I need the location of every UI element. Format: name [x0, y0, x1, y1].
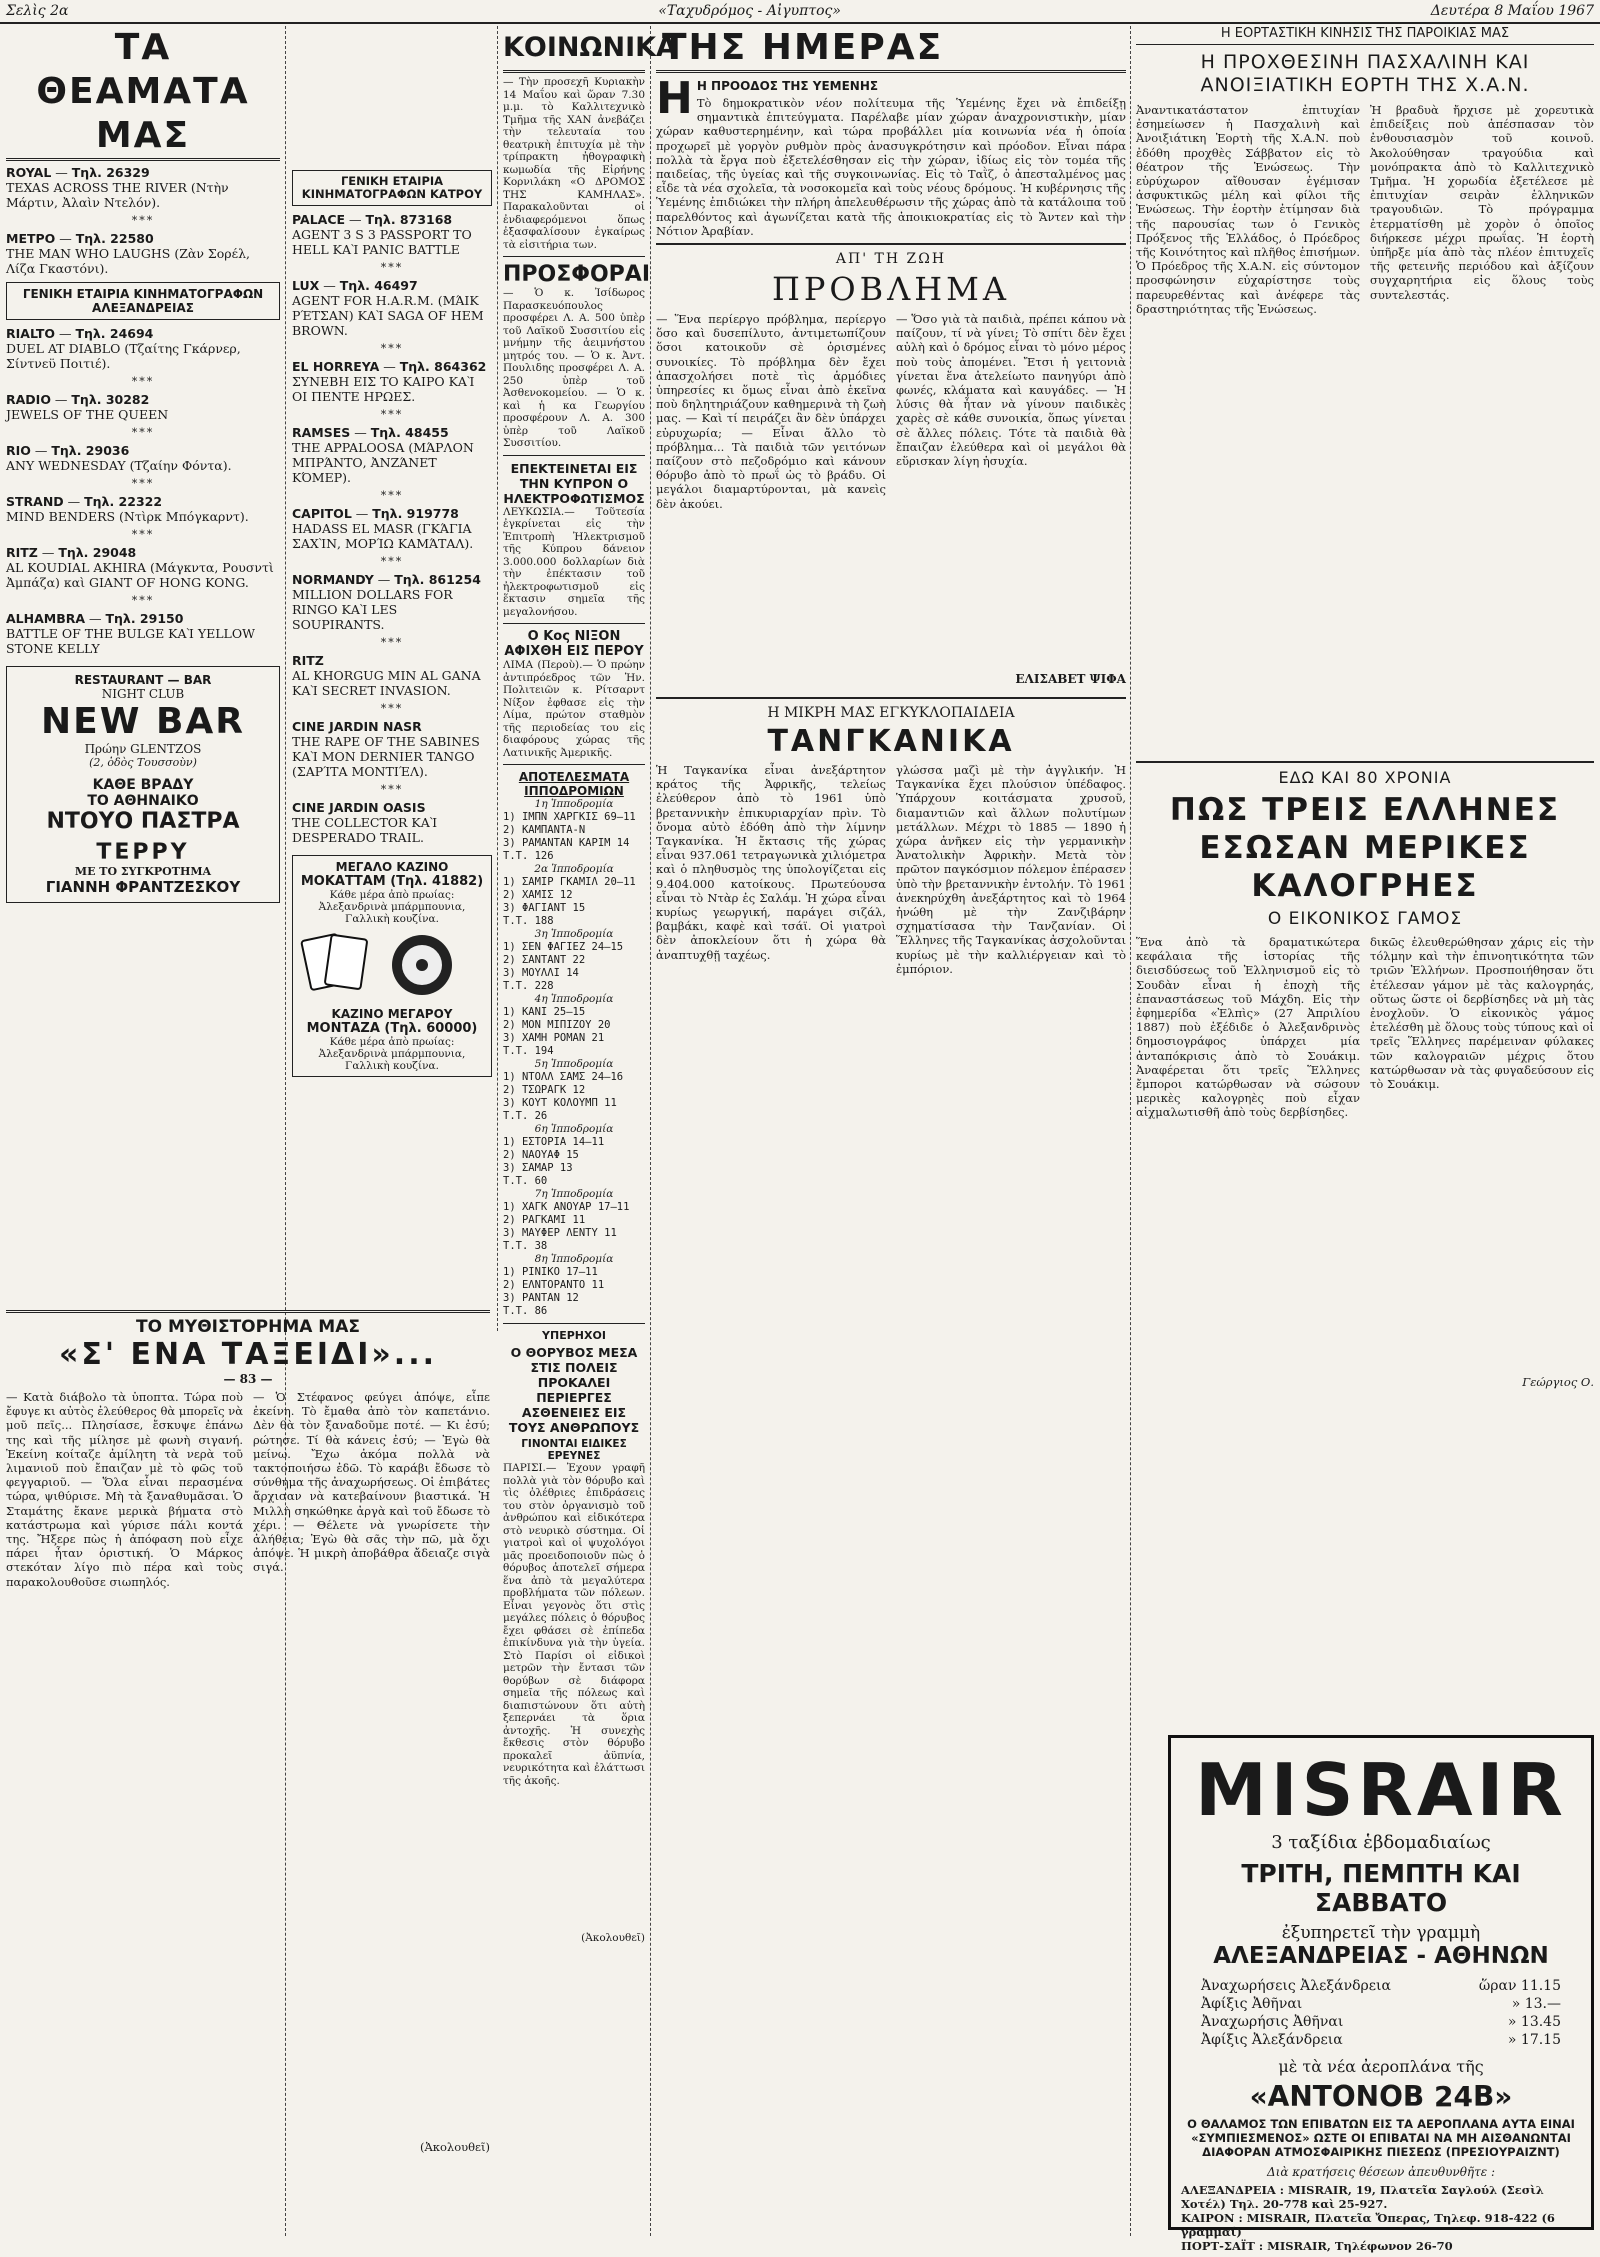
cyprus-text: ΛΕΥΚΩΣΙΑ.— Τοῦτεσία ἐγκρίνεται εἰς τὴν Ἐπιτροπὴ Ἠλεκτρισμοῦ τῆς Κύπρου δάνειον 3.000.000 δολλαρίων διὰ τὴν ἐπέκτασιν τοῦ ἠλεκτροφωτισμοῦ εἰς ἕκτασιν σημεῖα τῆς μεγαλονήσου. [503, 505, 645, 618]
peru-text: ΛΙΜΑ (Περοὺ).— Ὁ πρώην ἀντιπρόεδρος τῶν Ἡν. Πολιτειῶν κ. Ρίτσαρντ Νίξον ἐφθασε εἰς τὴν Λίμα, πρώτον σταθμὸν τῆς περιοδείας του εἰς διαφόρους χώρας τῆς Λατινικῆς Ἀμερικῆς. [503, 659, 645, 759]
ad-serves: ἐξυπηρετεῖ τὴν γραμμὴ [1281, 1923, 1481, 1943]
easter-headline: Η ΠΡΟΧΘΕΣΙΝΗ ΠΑΣΧΑΛΙΝΗ ΚΑΙ ΑΝΟΙΞΙΑΤΙΚΗ ΕΟΡΤΗ ΤΗΣ Χ.Α.Ν. [1200, 51, 1530, 96]
race-heat: 1η Ἱπποδρομία 1) ΙΜΠΝ ΧΑΡΓΚΙΣ 69—11 2) ΚΑΜΠΑΝΤΑ-Ν 3) ΡΑΜΑΝΤΑΝ ΚΑΡΙΜ 14 Τ.Τ. 126 [503, 798, 636, 862]
new-bar-logo: NEW BAR [41, 701, 245, 742]
ad-intro: 3 ταξίδια ἑβδομαδιαίως [1271, 1832, 1491, 1853]
offers-text: — Ὁ κ. Ἰσίδωρος Παρασκευόπουλος προσφέρει Λ. Α. 500 ὑπὲρ τοῦ Λαϊκοῦ Συσσιτίου εἰς μνήμην τῆς ἀειμνήστου μητρός του. — Ὁ κ. Ἀντ. Πουλιδης προσφέρει Λ. Α. 250 ὑπὲρ τοῦ Ἀσθενοκομείου. — Ὁ κ. καὶ ἡ κα Γεωργίου προσφέρουν Λ. Α. 300 ὑπὲρ τοῦ Λαϊκοῦ Συσσιτίου. [503, 287, 645, 449]
cinema-entry: CAPITOL — Τηλ. 919778 HADASS EL MASR (ΓΚΆΓΙΑ ΣΑΧῚΝ, ΜΟΡΊΩ ΚΑΜΆΤΑΛ). [292, 506, 474, 551]
race-heat: 7η Ἱπποδρομία 1) ΧΑΓΚ ΑΝΟΥΑΡ 17—11 2) ΡΑΓΚΑΜΙ 11 3) ΜΑΥΦΕΡ ΛΕΝΤΥ 11 Τ.Τ. 38 [503, 1188, 630, 1252]
author-signature: Γεώργιος Ο. [1522, 1375, 1594, 1389]
community-header: Η ΕΟΡΤΑΣΤΙΚΗ ΚΙΝΗΣΙΣ ΤΗΣ ΠΑΡΟΙΚΙΑΣ ΜΑΣ [1136, 26, 1594, 45]
section-title: ΤΑ ΘΕΑΜΑΤΑ ΜΑΣ [6, 26, 280, 161]
race-heat: 4η Ἱπποδρομία 1) ΚΑΝΙ 25—15 2) ΜΟΝ ΜΙΠΙΖΟΥ 20 3) ΧΑΜΗ ΡΟΜΑΝ 21 Τ.Τ. 194 [503, 993, 614, 1057]
flight-schedule [1201, 1977, 1561, 2049]
news-column-four [656, 26, 1126, 1543]
past-text-right: δικῶς ἐλευθερώθησαν χάρις εἰς τὴν τόλμην καὶ τὴν ἐπινοητικότητα τῶν τριῶν Ἑλλήνων. Προσποιήθησαν ὅτι ἐτέλεσαν γάμον μὲ τὰς καλογρηάς, οὕτως ὥστε οἱ δερβίσηδες νὰ μὴ τὰς ἐνοχλοῦν. Ὁ εἰκονικὸς γάμος ἐτελέσθη μὲ ὅλους τοὺς τύπους καὶ οἱ τρεῖς Ἕλληνες παρέμειναν φύλακες τῶν καλογραιῶν μέχρις ὅτου κατώρθωσαν νὰ τὰς φυγαδεύσουν εἰς τὸ Σουάκιμ. [1370, 935, 1594, 1092]
episode-number: — 83 — [223, 1372, 273, 1386]
tanganyika-text-right: γλώσσα μαζὶ μὲ τὴν ἀγγλικήν. Ἡ Ταγκανίκα ἔχει πλούσιον ὑπέδαφος. Ὑπάρχουν κοιτάσματα χρυσοῦ, διαμαντιῶν καὶ ἄλλων πολυτίμων μετάλλων. Μέχρι τὸ 1885 — 1890 ἡ χώρα ἀνῆκεν εἰς τὴν γερμανικὴν Ἀνατολικὴν Ἀφρικὴν. Μετὰ τὸν πρῶτον παγκόσμιον πόλεμον ἐπέρασεν ὑπὸ τὴν βρεταννικὴν ἐντολήν. Τὸ 1961 ἀνεκηρύχθη ἀνεξάρτητος καὶ τὸ 1964 ἡνώθη μὲ τὴν Ζανζιβάρην σχηματίσασα τὴν Τανζανίαν. Οἱ Ἕλληνες τῆς Ταγκανίκας ἀσχολοῦνται κυρίως μὲ τὴν καλλιέργειαν καὶ τὸ ἐμπόριον. [896, 763, 1126, 976]
ad-cabin-note: Ο ΘΑΛΑΜΟΣ ΤΩΝ ΕΠΙΒΑΤΩΝ ΕΙΣ ΤΑ ΑΕΡΟΠΛΑΝΑ ΑΥΤΑ ΕΙΝΑΙ «ΣΥΜΠΙΕΣΜΕΝΟΣ» ΩΣΤΕ ΟΙ ΕΠΙΒΑΤΑΙ ΝΑ ΜΗ ΑΙΣΘΑΝΩΝΤΑΙ ΔΙΑΦΟΡΑΝ ΑΤΜΟΣΦΑΙΡΙΚΗΣ ΠΙΕΣΕΩΣ (ΠΡΕΣΙΟΥΡΑΙΖΝΤ) [1187, 2117, 1575, 2159]
cinema-entry: RAMSES — Τηλ. 48455 THE APPALOOSA (ΜΆΡΛΟΝ ΜΠΡΆΝΤΟ, ἈΝΖΆΝΕΤ ΚΌΜΕΡ). [292, 425, 474, 485]
easter-text-right: Ἠ βραδυὰ ἤρχισε μὲ χορευτικὰ ἐπιδείξεις ποὺ ἀπέσπασαν τὸν ἐνθουσιασμὸν τοῦ κοινοῦ. Ἀκολούθησαν τραγούδια καὶ μονόπρακτα ἀπὸ τὸ Καλλιτεχνικὸ Τμῆμα. Ἡ χορωδία ἐξετέλεσε μὲ ἐπιτυχίαν σειρὰν ἑλληνικῶν τραγουδιῶν. Τὸ πρόγραμμα ἐτερματίσθη μὲ χορὸν ὁ ὁποῖος διήρκεσε μέχρι πρωΐας. Ἡ ἑορτὴ ὑπῆρξε μία ἀπὸ τὰς πλέον ἐπιτυχεῖς τῆς φετεινῆς περιόδου καὶ ἀξίζουν συγχαρητήρια εἰς ὅλους τοὺς συντελεστάς. [1370, 103, 1594, 302]
encyclopedia-label: Η ΜΙΚΡΗ ΜΑΣ ΕΓΚΥΚΛΟΠΑΙΔΕΙΑ [767, 705, 1015, 722]
ad-plane-model: «ΑΝΤΟΝΟΒ 24Β» [1249, 2080, 1513, 2113]
cinema-entry: RITZ AL KHORGUG MIN AL GANA ΚΑῚ SECRET INVASION. [292, 653, 481, 698]
drop-cap: Η [656, 73, 693, 124]
cinema-listings-left: ΤΑ ΘΕΑΜΑΤΑ ΜΑΣ ROYAL — Τηλ. 26329 TEXAS ACROSS THE RIVER (Ντὴν Μάρτιν, Ἀλαὶν Ντελόν). *** ΜΕΤΡΟ — Τηλ. 22580 THE MAN WHO LAUGHS (Ζὰν Σορέλ, Λίζα Γκαστόνι). ΓΕΝΙΚΗ ΕΤΑΙΡΙΑ ΚΙΝΗΜΑΤΟΓΡΑΦΩΝ ΑΛΕΞΑΝΔΡΕΙΑΣ RIALTO — Τηλ. 24694 DUEL AT DIABLO (Τζαίτης Γκάρνερ, Σίντνεϋ Ποιτιέ). *** RADIO — Τηλ. 30282 JEWELS OF THE QUEEN *** RIO — Τηλ. 29036 ANY WEDNESDAY (Τζαίην Φόντα). *** STRAND — Τηλ. 22322 MIND BENDERS (Ντὶρκ Μπόγκαρντ). *** RITZ — Τηλ. 29048 AL KOUDIAL AKHIRA (Μάγκντα, Ρουσντὶ Ἀμπάζα) καὶ GIANT OF HONG KONG. *** ALHAMBRA — Τηλ. 29150 BATTLE OF THE BULGE ΚΑῚ YELLOW STONE KELLY RESTAURANT — BAR NIGHT CLUB NEW BAR Πρώην GLENTZOS (2, ὁδὸς Τουσσοὺν) ΚΑΘΕ ΒΡΑΔΥ ΤΟ ΑΘΗΝΑΙΚΟ ΝΤΟΥΟ ΠΑΣΤΡΑ ΤΕΡΡΥ ΜΕ ΤΟ ΣΥΓΚΡΟΤΗΜΑ ΓΙΑΝΝΗ ΦΡΑΝΤΖΕΣΚΟΥ [6, 26, 280, 909]
roulette-illustration [302, 929, 482, 999]
peru-headline: Ο Κος ΝΙΞΟΝ ΑΦΙΧΘΗ ΕΙΣ ΠΕΡΟΥ [504, 629, 644, 659]
tanganyika-text-left: Ἡ Ταγκανίκα εἶναι ἀνεξάρτητον κράτος τῆς Ἀφρικῆς, τελείως ἐλεύθερον ἀπὸ τὸ 1961 ὑπὸ βρεταννικὴν ἐπικυριαρχίαν πρὶν. Τὸ ὄνομα αὐτὸ ἐδόθη ἀπὸ τὴν λίμνην Ταγκανίκα. Ἡ ἔκτασις τῆς χώρας εἶναι 937.061 τετραγωνικὰ χιλιόμετρα καὶ ὁ πληθυσμὸς της ὑπολογίζεται εἰς 9.404.000 κατοίκους. Πρωτεύουσα εἶναι τὸ Ντὰρ ἐς Σαλάμ. Ἡ χώρα εἶναι κυρίως γεωργική, παράγει σιζάλ, βαμβάκι, καφὲ καὶ τσάϊ. Οἱ γιατροὶ δὲν ἀποκλείουν ὅτι ἡ χώρα θὰ ἀναπτυχθῇ ταχέως. [656, 763, 886, 962]
cinema-entry: ROYAL — Τηλ. 26329 TEXAS ACROSS THE RIVER (Ντὴν Μάρτιν, Ἀλαὶν Ντελόν). [6, 165, 229, 210]
race-heat: 3η Ἱπποδρομία 1) ΣΕΝ ΦΑΓΙΕΖ 24—15 2) ΣΑΝΤΑΝΤ 22 3) ΜΟΥΛΛΙ 14 Τ.Τ. 228 [503, 928, 624, 992]
cinema-entry: STRAND — Τηλ. 22322 MIND BENDERS (Ντὶρκ Μπόγκαρντ). [6, 494, 249, 524]
problem-title: ΠΡΟΒΛΗΜΑ [771, 270, 1011, 309]
serial-label: ΤΟ ΜΥΘΙΣΤΟΡΗΜΑ ΜΑΣ [136, 1317, 360, 1337]
ad-contacts: ΑΛΕΞΑΝΔΡΕΙΑ : MISRAIR, 19, Πλατεῖα Σαγλούλ (Σεσὶλ Χοτέλ) Τηλ. 20-778 καὶ 25-927. ΚΑΙΡΟΝ : MISRAIR, Πλατεῖα Ὄπερας, Τηλεφ. 918-422 (6 γραμμαί) ΠΟΡΤ-ΣΑΪΤ : MISRAIR, Τηλέφωνον 26-70 [1181, 2183, 1555, 2253]
cinema-entry: PALACE — Τηλ. 873168 AGENT 3 S 3 PASSPORT TO HELL ΚΑῚ PANIC BATTLE [292, 212, 472, 257]
day-title: ΤΗΣ ΗΜΕΡΑΣ [656, 26, 1126, 73]
cinema-entry: RITZ — Τηλ. 29048 AL KOUDIAL AKHIRA (Μάγκντα, Ρουσντὶ Ἀμπάζα) καὶ GIANT OF HONG KONG. [6, 545, 274, 590]
continued-note: (Ἀκολουθεῖ) [581, 1932, 645, 1944]
serial-novel [6, 1310, 490, 2160]
casino-ad: ΜΕΓΑΛΟ ΚΑΖΙΝΟ ΜΟΚΑΤΤΑΜ (Τηλ. 41882) Κάθε μέρα ἀπὸ πρωίας: Ἀλεξανδρινὰ μπάρμπουνια, Γαλλικὴ κουζίνα. ΚΑΖΙΝΟ ΜΕΓΑΡΟΥ ΜΟΝΤΑΖΑ (Τηλ. 60000) Κάθε μέρα ἀπὸ πρωίας: Ἀλεξανδρινὰ μπάρμπουνια, Γαλλικὴ κουζίνα. [292, 855, 492, 1077]
noise-subheading: ΓΙΝΟΝΤΑΙ ΕΙΔΙΚΕΣ ΕΡΕΥΝΕΣ [521, 1438, 627, 1462]
cinema-entry: ALHAMBRA — Τηλ. 29150 BATTLE OF THE BULGE ΚΑῚ YELLOW STONE KELLY [6, 611, 255, 656]
serial-text-right: — Ὁ Στέφανος φεύγει ἀπόψε, εἶπε ἐκείνη. Τὸ ἔμαθα ἀπὸ τὸν καπετάνιο. Δὲν θὰ τὸν ξαναδοῦμε ποτέ. — Κι ἐσύ; ρώτησε. Τί θὰ κάνεις ἐσύ; — Ἐγὼ θὰ μείνω. Ἔχω ἀκόμα πολλὰ νὰ τακτοποιήσω ἐδῶ. Τὸ καράβι ἔδωσε τὸ σύνθημα τῆς ἀναχωρήσεως. Οἱ ἐπιβάτες ἄρχισαν νὰ κατεβαίνουν βιαστικά. Ἡ Μιλλὴ σηκώθηκε ἀργὰ καὶ τοῦ ἔδωσε τὸ χέρι. — Θέλετε νὰ γνωρίσετε τὴν ἀλήθεια; Ἐγὼ θὰ σᾶς τὴν πῶ, μὰ ὄχι ἀπόψε. Ἡ μικρὴ ἀποβάθρα ἄδειαζε σιγὰ σιγά. [253, 1390, 490, 1575]
newspaper-name: «Ταχυδρόμος - Αἰγυπτος» [658, 3, 841, 19]
past-label: ΕΔΩ ΚΑΙ 80 ΧΡΟΝΙΑ [1278, 768, 1452, 787]
schedule-row: Ἀφίξις Ἀθῆναι » 13.— [1201, 1996, 1561, 2012]
tanganyika-title: ΤΑΝΓΚΑΝΙΚΑ [767, 724, 1015, 760]
column-rule [497, 26, 498, 1331]
continued-note: (Ἀκολουθεῖ) [420, 2140, 490, 2154]
masthead [0, 0, 1600, 24]
social-title: ΚΟΙΝΩΝΙΚΑ [503, 26, 645, 73]
cinema-listings-cairo: ΓΕΝΙΚΗ ΕΤΑΙΡΙΑ ΚΙΝΗΜΑΤΟΓΡΑΦΩΝ ΚΑΤΡΟΥ PALACE — Τηλ. 873168 AGENT 3 S 3 PASSPORT TO HELL ΚΑῚ PANIC BATTLE *** LUX — Τηλ. 46497 AGENT FOR H.A.R.M. (ΜΆΙΚ ΡΈΤΣΑΝ) ΚΑῚ SAGA OF HEM BROWN. *** EL HORREYA — Τηλ. 864362 ΣΥΝΕΒΗ ΕΙΣ ΤΟ ΚΑΙΡΟ ΚΑῚ ΟΙ ΠΕΝΤΕ ΗΡΩΕΣ. *** RAMSES — Τηλ. 48455 THE APPALOOSA (ΜΆΡΛΟΝ ΜΠΡΆΝΤΟ, ἈΝΖΆΝΕΤ ΚΌΜΕΡ). *** CAPITOL — Τηλ. 919778 HADASS EL MASR (ΓΚΆΓΙΑ ΣΑΧῚΝ, ΜΟΡΊΩ ΚΑΜΆΤΑΛ). *** NORMANDY — Τηλ. 861254 MILLION DOLLARS FOR RINGO ΚΑῚ LES SOUPIRANTS. *** RITZ AL KHORGUG MIN AL GANA ΚΑῚ SECRET INVASION. *** CINE JARDIN NASR THE RAPE OF THE SABINES ΚΑῚ MON DERNIER TANGO (ΣΑΡΊΤΑ ΜΟΝΤΙΈΛ). *** CINE JARDIN OASIS THE COLLECTOR ΚΑῚ DESPERADO TRAIL. ΜΕΓΑΛΟ ΚΑΖΙΝΟ ΜΟΚΑΤΤΑΜ (Τηλ. 41882) Κάθε μέρα ἀπὸ πρωίας: Ἀλεξανδρινὰ μπάρμπουνια, Γαλλικὴ κουζίνα. ΚΑΖΙΝΟ ΜΕΓΑΡΟΥ ΜΟΝΤΑΖΑ (Τηλ. 60000) Κάθε μέρα ἀπὸ πρωίας: Ἀλεξανδρινὰ μπάρμπουνια, Γαλλικὴ κουζίνα. [292, 170, 492, 1083]
cinema-company-box: ΓΕΝΙΚΗ ΕΤΑΙΡΙΑ ΚΙΝΗΜΑΤΟΓΡΑΦΩΝ ΚΑΤΡΟΥ [292, 170, 492, 206]
race-results [503, 798, 645, 1318]
news-column-three [503, 26, 677, 1944]
cyprus-headline: ΕΠΕΚΤΕΙΝΕΤΑΙ ΕΙΣ ΤΗΝ ΚΥΠΡΟΝ Ο ΗΛΕΚΤΡΟΦΩΤΙΣΜΟΣ [503, 460, 645, 506]
noise-headline: Ο ΘΟΡΥΒΟΣ ΜΕΣΑ ΣΤΙΣ ΠΟΛΕΙΣ ΠΡΟΚΑΛΕΙ ΠΕΡΙΕΡΓΕΣ ΑΣΘΕΝΕΙΕΣ ΕΙΣ ΤΟΥΣ ΑΝΘΡΩΠΟΥΣ [508, 1345, 640, 1435]
cinema-entry: EL HORREYA — Τηλ. 864362 ΣΥΝΕΒΗ ΕΙΣ ΤΟ ΚΑΙΡΟ ΚΑῚ ΟΙ ΠΕΝΤΕ ΗΡΩΕΣ. [292, 359, 487, 404]
cinema-entry: LUX — Τηλ. 46497 AGENT FOR H.A.R.M. (ΜΆΙΚ ΡΈΤΣΑΝ) ΚΑῚ SAGA OF HEM BROWN. [292, 278, 484, 338]
noise-label: ΥΠΕΡΗΧΟΙ [542, 1329, 606, 1342]
schedule-row: Ἀφίξις Ἀλεξάνδρεια » 17.15 [1201, 2032, 1561, 2048]
cinema-entry: RIALTO — Τηλ. 24694 DUEL AT DIABLO (Τζαίτης Γκάρνερ, Σίντνεϋ Ποιτιέ). [6, 326, 241, 371]
ad-days: ΤΡΙΤΗ, ΠΕΜΠΤΗ ΚΑΙ ΣΑΒΒΑΤΟ [1241, 1859, 1521, 1917]
cinema-company-box: ΓΕΝΙΚΗ ΕΤΑΙΡΙΑ ΚΙΝΗΜΑΤΟΓΡΑΦΩΝ ΑΛΕΞΑΝΔΡΕΙΑΣ [6, 282, 280, 320]
column-rule [1130, 26, 1131, 2236]
noise-text: ΠΑΡΙΣΙ.— Ἐχουν γραφῆ πολλὰ γιὰ τὸν θόρυβο καὶ τὶς ὀλέθριες ἐπιδράσεις του στὸν ὀργανισμὸ τοῦ ἀνθρώπου καὶ εἰδικότερα στὸ νευρικὸ σύστημα. Οἱ γιατροὶ καὶ οἱ ψυχολόγοι μᾶς προειδοποιοῦν πὼς ὁ θόρυβος ἀποτελεῖ σήμερα ἕνα ἀπὸ τὰ μεγαλύτερα προβλήματα τῶν πόλεων. Εἶναι γεγονὸς ὅτι στὶς μεγάλες πόλεις ὁ θόρυβος ἔχει φθάσει σὲ ἐπίπεδα ἐπικίνδυνα γιὰ τὴν ὑγεία. Στὸ Παρίσι οἱ εἰδικοὶ μετρῶν τὴν ἔντασι τῶν θορύβων σὲ διάφορα σημεῖα τῆς πόλεως καὶ διαπιστώνουν ὅτι αὐτὴ ξεπερνάει τὰ ὅρια ἀντοχῆς. Ἡ συνεχὴς ἔκθεσις στὸν θόρυβο προκαλεῖ ἀϋπνία, νευρικότητα καὶ ἐλάττωσι τῆς ἀκοῆς. [503, 1462, 645, 1787]
race-heat: 5η Ἱπποδρομία 1) ΝΤΟΛΛ ΣΑΜΣ 24—16 2) ΤΣΩΡΑΓΚ 12 3) ΚΟΥΤ ΚΟΛΟΥΜΠ 11 Τ.Τ. 26 [503, 1058, 624, 1122]
yemen-text: Τὸ δημοκρατικὸν νέον πολίτευμα τῆς Ὑεμένης ἔχει νὰ ἐπιδείξῃ σημαντικὰ ἐπιτεύγματα. Παρέλαβε μίαν χώραν ἀναχρονιστικὴν, μίαν χώραν καθυστερημένην, καὶ τώρα προβάλλει μία κοινωνία νέα ἡ ὁποία προχωρεῖ μὲ γοργὸν ρυθμὸν πρὸς ἀνασυγκρότησιν καὶ πρόοδον. Εἶναι πάρα πολλὰ τὰ ἔργα ποὺ ἐξετελέσθησαν εἰς τὴν χώραν, ἰδίως εἰς τὸν τομέα τῆς παιδείας, τῆς ὑγείας καὶ τῆς συγκοινωνίας. Εἰς τὸ Ταῒζ, ὁ ἀπεσταλμένος μας εἶδε τὰ νέα σχολεῖα, τὰ νοσοκομεῖα καὶ τοὺς νέους δρόμους. Ἡ κυβέρνησις τῆς Ὑεμένης ἐπιδιώκει τὴν πλήρη ἀπελευθέρωσιν τῆς χώρας ἀπὸ τὰ κατάλοιπα τοῦ παρελθόντος καὶ ἀγωνίζεται κατὰ τῆς ἀποικιοκρατίας εἰς τὸ Ἄντεν καὶ τὴν Νότιον Ἀραβίαν. [656, 96, 1126, 238]
schedule-row: Ἀναχωρήσεις Ἀλεξάνδρεια ὥραν 11.15 [1201, 1978, 1561, 1994]
misrair-logo: MISRAIR [1195, 1748, 1567, 1832]
cinema-entry: RIO — Τηλ. 29036 ANY WEDNESDAY (Τζαίην Φόντα). [6, 443, 232, 473]
cinema-entry: CINE JARDIN NASR THE RAPE OF THE SABINES ΚΑῚ MON DERNIER TANGO (ΣΑΡΊΤΑ ΜΟΝΤΙΈΛ). [292, 719, 480, 779]
past-text-left: Ἕνα ἀπὸ τὰ δραματικώτερα κεφάλαια τῆς ἱστορίας τῆς διεισδύσεως τοῦ Ἑλληνισμοῦ εἰς τὸ Σουδὰν εἶναι ἡ ἐποχὴ τῆς ἐπαναστάσεως τοῦ Μάχδη. Εἰς τὴν ἐφημερίδα «Ἐλπὶς» (27 Ἀπριλίου 1887) ποὺ ἐξέδιδε ὁ Ἀλεξανδρινὸς δημοσιογράφος ὑπάρχει μία ἀνταπόκρισις ἀπὸ τὸ Σουάκιμ. Ἀναφέρεται ὅτι τρεῖς Ἕλληνες ἔμποροι κατώρθωσαν νὰ σώσουν μερικὲς καλογρηὲς ποὺ εἶχαν αἰχμαλωτισθῆ ἀπὸ τοὺς δερβίσηδες. [1136, 935, 1360, 1120]
ad-route: ΑΛΕΞΑΝΔΡΕΙΑΣ - ΑΘΗΝΩΝ [1213, 1943, 1549, 1969]
news-column-five [1136, 26, 1594, 1726]
cinema-entry: NORMANDY — Τηλ. 861254 MILLION DOLLARS FOR RINGO ΚΑῚ LES SOUPIRANTS. [292, 572, 481, 632]
page-number: Σελὶς 2α [6, 3, 69, 19]
past-headline: ΠΩΣ ΤΡΕΙΣ ΕΛΛΗΝΕΣ ΕΣΩΣΑΝ ΜΕΡΙΚΕΣ ΚΑΛΟΓΡΗΕΣ [1169, 792, 1561, 904]
easter-text-left: Ἀναντικατάστατον ἐπιτυχίαν ἐσημείωσεν ἡ Πασχαλινὴ καὶ Ἀνοιξιάτικη Ἑορτὴ τῆς Χ.Α.Ν. ποὺ ἐδόθη προχθὲς Σάββατον εἰς τὸ θέατρον τῆς Ἑνώσεως. Τὴν εὐρύχωρον αἴθουσαν ἐγέμισαν ἀσφυκτικῶς μέλη καὶ φίλοι τῆς Ἑνώσεως. Τὴν ἑορτὴν ἐτίμησαν διὰ τῆς παρουσίας των ὁ Γενικὸς Πρόξενος τῆς Ἑλλάδος, ὁ Πρόεδρος τῆς Κοινότητος καὶ πλῆθος ἐπισήμων. Ὁ Πρόεδρος τῆς Χ.Α.Ν. εἰς σύντομον προσφώνησιν εὐχαρίστησε τοὺς παρευρεθέντας καὶ ἀνέφερε τὰς δραστηριότητας τῆς Ἑνώσεως. [1136, 103, 1360, 316]
new-bar-ad: RESTAURANT — BAR NIGHT CLUB NEW BAR Πρώην GLENTZOS (2, ὁδὸς Τουσσοὺν) ΚΑΘΕ ΒΡΑΔΥ ΤΟ ΑΘΗΝΑΙΚΟ ΝΤΟΥΟ ΠΑΣΤΡΑ ΤΕΡΡΥ ΜΕ ΤΟ ΣΥΓΚΡΟΤΗΜΑ ΓΙΑΝΝΗ ΦΡΑΝΤΖΕΣΚΟΥ [6, 666, 280, 903]
schedule-row: Ἀναχωρήσις Ἀθῆναι » 13.45 [1201, 2014, 1561, 2030]
races-title: ΑΠΟΤΕΛΕΣΜΑΤΑ ΙΠΠΟΔΡΟΜΙΩΝ [518, 770, 630, 798]
ad-contact-title: Διὰ κρατήσεις θέσεων ἀπευθυνθῆτε : [1266, 2165, 1496, 2179]
serial-title: «Σ' ΕΝΑ ΤΑΞΕΙΔΙ»... [58, 1337, 437, 1372]
cinema-entry: RADIO — Τηλ. 30282 JEWELS OF THE QUEEN [6, 392, 169, 422]
problem-text-left: — Ἕνα περίεργο πρόβλημα, περίεργο ὅσο καὶ δυσεπίλυτο, ἀντιμετωπίζουν ὅσοι κατοικοῦν σὲ ὁρισμένες συνοικίες. Τὸ πρόβλημα δὲν ἔχει ἀπασχολήσει ποτὲ τὶς ἁρμόδιες ὑπηρεσίες κι ὅμως εἶναι ἀπὸ ἐκεῖνα ποὺ δηλητηριάζουν καθημερινὰ τὴ ζωὴ μας. — Καὶ τί πειράζει ἂν δὲν ὑπάρχει εὐρυχωρία; — Εἶναι ἄλλο τὸ πρόβλημα... Τὰ παιδιὰ τῶν γειτόνων παίζουν στὸ πεζοδρόμιο καὶ κάνουν θόρυβο ἀπὸ τὸ πρωΐ ὡς τὸ βράδυ. Οἱ μεγάλοι διαμαρτύρονται, μὰ κανεὶς δὲν ἀκούει. [656, 312, 886, 511]
yemen-headline: Η ΠΡΟΟΔΟΣ ΤΗΣ ΥΕΜΕΝΗΣ [696, 79, 879, 93]
ad-planes-intro: μὲ τὰ νέα ἀεροπλάνα τῆς [1278, 2057, 1484, 2076]
misrair-advertisement [1168, 1735, 1594, 2253]
past-subheading: Ο ΕΙΚΟΝΙΚΟΣ ΓΑΜΟΣ [1267, 909, 1463, 929]
life-label: ΑΠ' ΤΗ ΖΩΗ [835, 251, 947, 268]
race-heat: 6η Ἱπποδρομία 1) ΕΣΤΟΡΙΑ 14—11 2) ΝΑΟΥΑΦ 15 3) ΣΑΜΑΡ 13 Τ.Τ. 60 [503, 1123, 614, 1187]
problem-text-right: — Ὅσο γιὰ τὰ παιδιὰ, πρέπει κάπου νὰ παίζουν, τί νὰ γίνει; Τὸ σπίτι δὲν ἔχει αὐλὴ καὶ ὁ δρόμος εἶναι τὸ μόνο μέρος ποὺ τοὺς ἀπομένει. Ἔτσι ἡ γειτονιὰ γίνεται ἕνα ἀτελείωτο πανηγύρι ἀπὸ φωνές, κλάματα καὶ καυγάδες. — Ἡ λύσις θὰ ἦταν νὰ γίνουν παιδικὲς χαρὲς σὲ κάθε συνοικία, ὅπως γίνεται σὲ ἄλλες πόλεις. Τότε τὰ παιδιὰ θὰ ἔπαιζαν ἐλεύθερα καὶ οἱ μεγάλοι θὰ εὕρισκαν λίγη ἡσυχία. [896, 312, 1126, 469]
cinema-entry: ΜΕΤΡΟ — Τηλ. 22580 THE MAN WHO LAUGHS (Ζὰν Σορέλ, Λίζα Γκαστόνι). [6, 231, 251, 276]
serial-text-left: — Κατὰ διάβολο τὰ ὑποπτα. Τώρα ποὺ ἔφυγε κι αὐτὸς ἐλεύθερος θὰ μπορεῖς νὰ μοῦ πεῖς... Πλησίασε, ἔσκυψε ἐπάνω της καὶ τῆς μίλησε μὲ φωνὴ σιγανή. Ἐκείνη κοίταζε ἀμίλητη τὰ νερὰ τοῦ λιμανιοῦ ποὺ ἔπαιζαν μὲ τὸ φῶς τοῦ φεγγαριοῦ. — Ὅλα εἶναι περασμένα τώρα, ψιθύρισε. Μὴ τὰ ξαναθυμᾶσαι. Ὁ Σταμάτης ἔκανε μερικὰ βήματα στὸ κατάστρωμα καὶ γύρισε πάλι κοντά της. Ἤξερε πὼς ἡ ἀπόφαση ποὺ εἶχε πάρει ἦταν ὁριστική. Ὁ Μάρκος στεκόταν λίγο πιὸ πέρα καὶ τοὺς παρακολουθοῦσε σιωπηλός. [6, 1390, 243, 1589]
author-signature: ΕΛΙΣΑΒΕΤ ΨΙΦΑ [1015, 672, 1126, 687]
race-heat: 8η Ἱπποδρομία 1) ΡΙΝΙΚΟ 17—11 2) ΕΛΝΤΟΡΑΝΤΟ 11 3) ΡΑΝΤΑΝ 12 Τ.Τ. 86 [503, 1253, 614, 1317]
offers-title: ΠΡΟΣΦΟΡΑΙ [503, 262, 651, 287]
column-rule [650, 26, 651, 2236]
issue-date: Δευτέρα 8 Μαΐου 1967 [1430, 3, 1594, 19]
cinema-entry: CINE JARDIN OASIS THE COLLECTOR ΚΑῚ DESPERADO TRAIL. [292, 800, 438, 845]
social-text: — Τὴν προσεχῆ Κυριακὴν 14 Μαΐου καὶ ὥραν 7.30 μ.μ. τὸ Καλλιτεχνικὸ Τμῆμα τῆς ΧΑΝ ἀνεβάζει τὴν τελευταία του θεατρικὴ ἐπιτυχία μὲ τὴν τρίπρακτη ἠθογραφικὴ κωμωδία τῆς Εἰρήνης Κορνιλάκη «Ο ΔΡΟΜΟΣ ΤΗΣ ΚΑΜΗΛΑΣ». Παρακαλοῦνται οἱ ἐνδιαφερόμενοι ὅπως ἐξασφαλίσουν ἐγκαίρως τὰ εἰσιτήρια των. [503, 76, 645, 251]
race-heat: 2α Ἱπποδρομία 1) ΣΑΜΙΡ ΓΚΑΜΙΛ 20—11 2) ΧΑΜΙΣ 12 3) ΦΑΓΙΑΝΤ 15 Τ.Τ. 188 [503, 863, 636, 927]
